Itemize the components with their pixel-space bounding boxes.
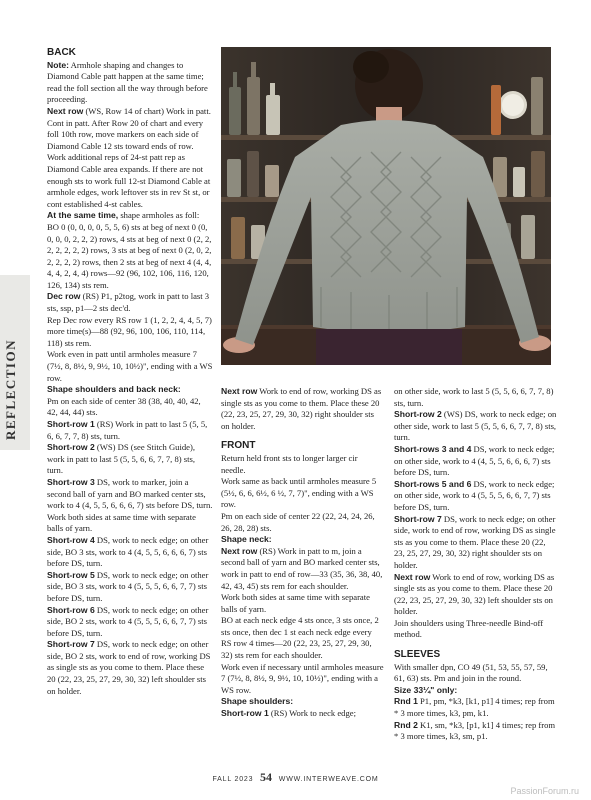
instruction-lead: Short-rows 5 and 6 (394, 478, 472, 489)
instruction-text: Work even if necessary until armholes measure 7 (7½, 8, 8½, 9, 9½, 10, 10½)", ending with a WS row. (221, 661, 384, 695)
instruction-paragraph (394, 618, 557, 641)
instruction-paragraph (394, 514, 557, 572)
instruction-text: Join shoulders using Three-needle Bind-off method. (394, 617, 544, 640)
instruction-paragraph (47, 477, 213, 512)
instruction-lead: Short-row 7 (47, 639, 95, 650)
instruction-paragraph (47, 605, 213, 640)
instruction-paragraph (394, 720, 557, 743)
section-heading: FRONT (221, 440, 256, 452)
instruction-lead: Note: (47, 59, 69, 70)
instruction-lead: Short-row 2 (47, 442, 95, 453)
instruction-lead: Short-rows 3 and 4 (394, 443, 472, 454)
instruction-paragraph (394, 409, 557, 444)
instruction-lead: Short-row 1 (221, 708, 269, 719)
instruction-paragraph (394, 662, 557, 685)
instruction-paragraph (221, 534, 384, 546)
instruction-text: Work to end of row, working DS as single sts as you come to them. Place these 20 (22, 23, 25, 27, 29, 30, 32) right shoulder sts on holder. (221, 386, 382, 431)
instruction-paragraph (221, 511, 384, 534)
instruction-text: DS, work to neck edge; on other side, work to 4 (5, 5, 5, 6, 6, 7, 7) sts before DS, turn. (394, 478, 555, 512)
instruction-text: (RS) Work in patt to m, join a second ball of yarn and BO marked center sts, work in patt to end of row—33 (35, 36, 38, 40, 42, 43, 45) sts rem for each shoulder. (221, 545, 383, 591)
instruction-lead: Shape neck: (221, 534, 272, 545)
instruction-lead: Short-row 6 (47, 604, 95, 615)
instruction-paragraph (47, 315, 213, 350)
page-footer (0, 770, 591, 785)
instruction-lead: Size 33¼" only: (394, 684, 458, 695)
instruction-text: Armhole shaping and changes to Diamond Cable patt happen at the same time; read the foll section all the way through before proceeding. (47, 59, 208, 105)
instruction-paragraph (47, 512, 213, 535)
instruction-paragraph (47, 106, 213, 118)
text-column-1 (47, 47, 213, 697)
instruction-lead: Dec row (47, 291, 81, 302)
instruction-lead: Short-row 4 (47, 534, 95, 545)
instruction-paragraph (394, 572, 557, 618)
section-heading: BACK (47, 47, 76, 58)
model-photo (221, 47, 551, 365)
instruction-text: Return held front sts to longer larger cir needle. (221, 452, 358, 475)
instruction-text: DS, work to marker, join a second ball of yarn and BO marked center sts, work to 4 (4, 5, 5, 6, 6, 6, 7) sts before DS, turn. (47, 476, 213, 511)
watermark: PassionForum.ru (510, 786, 579, 796)
instruction-text: Pm on each side of center 22 (22, 24, 24, 26, 26, 28, 28) sts. (221, 510, 375, 533)
instruction-paragraph (47, 535, 213, 570)
instruction-text: K1, sm, *k3, [p1, k1] 4 times; rep from * 3 more times, k3, sm, p1. (394, 719, 556, 742)
instruction-text: DS, work to neck edge; on other side, work to end of row, working DS as single sts as you come to them. Place these 20 (22, 23, 25, 27, 29, 30, 32) right shoulder sts on holder. (394, 513, 556, 570)
instruction-text: (WS) DS, work to neck edge; on other side, work to last 5 (5, 5, 6, 6, 7, 7, 8) sts, turn. (394, 409, 557, 443)
instruction-text: DS, work to neck edge; on other side, BO 2 sts, work to end of row, working DS as single sts as you come to them. Place these 20 (22, 23, 25, 27, 29, 30, 32) left shoulder sts on holder. (47, 639, 211, 696)
instruction-text: DS, work to neck edge; on other side, BO 3 sts, work to 4 (4, 5, 5, 6, 6, 6, 7) sts before DS, turn. (47, 534, 209, 569)
instruction-text: BO 0 (0, 0, 0, 0, 5, 5, 6) sts at beg of next 0 (0, 0, 0, 0, 2, 2, 2) rows, 4 sts at beg of next 0 (2, 2, 2, 2, 2, 2, 2) rows, 3 sts at beg of next 0 (2, 0, 2, 2, 2, 2, 2) rows, then 2 sts at beg of next 4 (4, 4, 4, 4, 2, 4, 4) rows—92 (96, 102, 106, 116, 120, 126, 134) sts rem. (47, 221, 212, 290)
instruction-text: Pm on each side of center 38 (38, 40, 40, 42, 42, 44, 44) sts. (47, 395, 201, 418)
instruction-paragraph (47, 442, 213, 477)
instruction-paragraph (221, 708, 384, 720)
text-column-2 (221, 386, 384, 720)
instruction-lead: Next row (221, 545, 258, 556)
instruction-text: (RS) Work in patt to last 5 (5, 5, 6, 6, 7, 7, 8) sts, turn. (47, 419, 208, 441)
section-side-tab (0, 275, 30, 450)
instruction-text: on other side, work to last 5 (5, 5, 6, 6, 7, 7, 8) sts, turn. (394, 386, 554, 408)
instruction-paragraph (221, 453, 384, 476)
instruction-text: DS, work to neck edge; on other side, BO 3 sts, work to 4 (5, 5, 5, 6, 6, 7, 7) sts before DS, turn. (47, 569, 209, 603)
instruction-paragraph (47, 639, 213, 697)
instruction-lead: Next row (47, 105, 84, 116)
section-label: REFLECTION (3, 339, 18, 440)
instruction-text: Work even in patt until armholes measure 7 (7½, 8, 8½, 9, 9½, 10, 10½)", ending with a WS row. (47, 349, 213, 383)
instruction-paragraph (47, 60, 213, 106)
instruction-paragraph (47, 396, 213, 419)
instruction-paragraph (47, 222, 213, 292)
instruction-paragraph (394, 386, 557, 409)
instruction-lead: Short-row 2 (394, 409, 442, 420)
instruction-lead: Next row (221, 386, 258, 396)
instruction-text: Work both sides at same time with separate balls of yarn. (221, 592, 370, 614)
instruction-lead: At the same time, (47, 210, 119, 221)
instruction-paragraph (221, 476, 384, 511)
instruction-paragraph (47, 384, 213, 396)
instruction-text: P1, pm, *k3, [k1, p1] 4 times; rep from * 3 more times, k3, pm, k1. (394, 696, 555, 719)
instruction-paragraph (47, 118, 213, 211)
instruction-lead: Short-row 7 (394, 513, 442, 524)
instruction-lead: Short-row 1 (47, 419, 95, 429)
instruction-paragraph (394, 696, 557, 719)
instruction-lead: Shape shoulders and back neck: (47, 384, 181, 395)
text-column-3 (394, 386, 557, 743)
issue-label: FALL 2023 (212, 776, 254, 783)
instruction-text: Cont in patt. After Row 20 of chart and every foll 10th row, move markers on each side of Diamond Cable 12 sts toward ends of row. Work additional reps of 24-st patt rep as Diamond Cable area expands. If there are not enough sts to work full 12-st Diamond Cable at armhole edges, work leftover sts in rev St st, or cont established 4-st cables. (47, 117, 211, 209)
instruction-text: (RS) Work to neck edge; (268, 708, 356, 719)
instruction-text: DS, work to neck edge; on other side, work to 4 (4, 5, 5, 6, 6, 6, 7) sts before DS, turn. (394, 443, 555, 478)
instruction-paragraph (47, 291, 213, 314)
instruction-lead: Short-row 3 (47, 476, 95, 487)
instruction-paragraph (221, 386, 384, 432)
instruction-text: Rep Dec row every RS row 1 (1, 2, 2, 4, 4, 5, 7) more time(s)—88 (92, 96, 100, 106, 110, 114, 118) sts rem. (47, 314, 212, 348)
page-number: 54 (260, 770, 273, 784)
instruction-paragraph (394, 685, 557, 697)
instruction-lead: Short-row 5 (47, 569, 95, 580)
instruction-paragraph (221, 592, 384, 615)
instruction-paragraph (394, 444, 557, 479)
instruction-text: shape armholes as foll: (118, 210, 200, 221)
instruction-text: (WS) DS (see Stitch Guide), work in patt to last 5 (5, 5, 6, 6, 7, 7, 8) sts, turn. (47, 442, 195, 476)
instruction-text: (RS) P1, p2tog, work in patt to last 3 sts, ssp, p1—2 sts dec'd. (47, 291, 210, 314)
instruction-lead: Shape shoulders: (221, 696, 294, 707)
instruction-paragraph (221, 615, 384, 661)
section-heading: SLEEVES (394, 649, 441, 661)
instruction-paragraph (47, 570, 213, 605)
instruction-text: Work both sides at same time with separate balls of yarn. (47, 511, 196, 534)
sweater-model-image (221, 47, 551, 365)
instruction-paragraph (47, 419, 213, 442)
instruction-text: With smaller dpn, CO 49 (51, 53, 55, 57, 59, 61, 63) sts. Pm and join in the round. (394, 661, 548, 684)
instruction-paragraph (47, 210, 213, 222)
instruction-paragraph (221, 662, 384, 697)
instruction-text: (WS, Row 14 of chart) Work in patt. (83, 105, 211, 116)
instruction-text: Work same as back until armholes measure 5 (5½, 6, 6, 6½, 6 ½, 7, 7)", ending with a WS row. (221, 476, 377, 510)
instruction-paragraph (47, 349, 213, 384)
instruction-lead: Rnd 2 (394, 719, 418, 730)
instruction-lead: Rnd 1 (394, 696, 418, 707)
instruction-paragraph (221, 546, 384, 592)
website-label: WWW.INTERWEAVE.COM (278, 776, 379, 783)
instruction-text: BO at each neck edge 4 sts once, 3 sts once, 2 sts once, then dec 1 st each neck edge every RS row 4 times—20 (22, 23, 25, 27, 29, 30, 32) sts rem for each shoulder. (221, 615, 379, 661)
instruction-paragraph (394, 479, 557, 514)
instruction-paragraph (221, 696, 384, 708)
instruction-text: DS, work to neck edge; on other side, BO 2 sts, work to 4 (5, 5, 5, 6, 6, 7, 7) sts before DS, turn. (47, 604, 209, 638)
instruction-lead: Next row (394, 571, 431, 582)
instruction-text: Work to end of row, working DS as single sts as you come to them. Place these 20 (22, 23, 25, 27, 29, 30, 32) left shoulder sts on holder. (394, 571, 555, 617)
